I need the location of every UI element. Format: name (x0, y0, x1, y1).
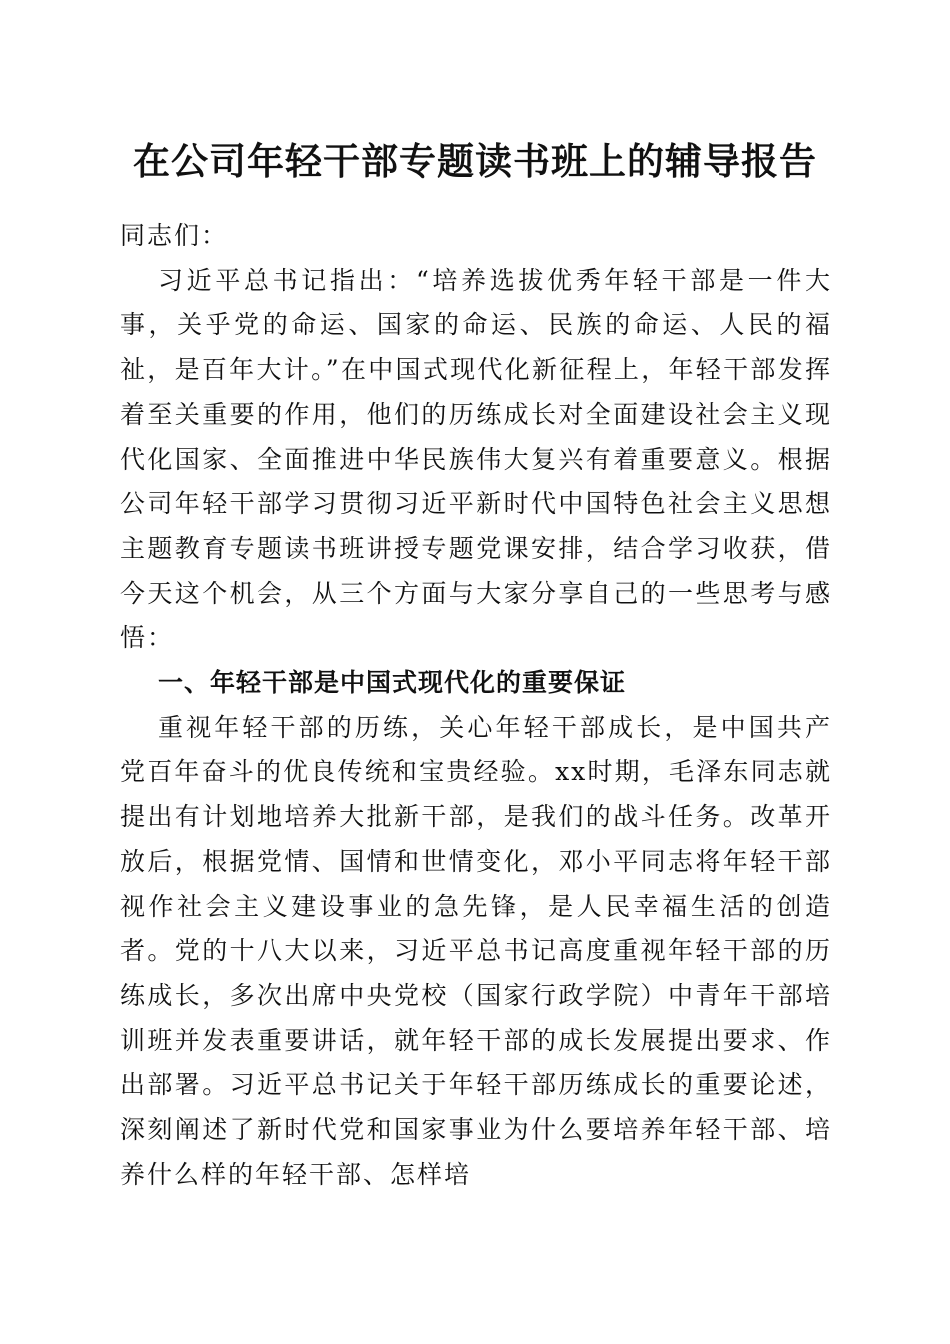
salutation: 同志们： (120, 221, 229, 250)
document-body (120, 214, 832, 1197)
section-paragraph: 重视年轻干部的历练，关心年轻干部成长，是中国共产党百年奋斗的优良传统和宝贵经验。xx时期，毛泽东同志就提出有计划地培养大批新干部，是我们的战斗任务。改革开放后，根据党情、国情和世情变化，邓小平同志将年轻干部视作社会主义建设事业的急先锋，是人民幸福生活的创造者。党的十八大以来，习近平总书记高度重视年轻干部的历练成长，多次出席中央党校（国家行政学院）中青年干部培训班并发表重要讲话，就年轻干部的成长发展提出要求、作出部署。习近平总书记关于年轻干部历练成长的重要论述，深刻阐述了新时代党和国家事业为什么要培养年轻干部、培养什么样的年轻干部、怎样培 (120, 712, 832, 1189)
intro-paragraph: 习近平总书记指出：“培养选拔优秀年轻干部是一件大事，关乎党的命运、国家的命运、民族的命运、人民的福祉，是百年大计。”在中国式现代化新征程上，年轻干部发挥着至关重要的作用，他们的历练成长对全面建设社会主义现代化国家、全面推进中华民族伟大复兴有着重要意义。根据公司年轻干部学习贯彻习近平新时代中国特色社会主义思想主题教育专题读书班讲授专题党课安排，结合学习收获，借今天这个机会，从三个方面与大家分享自己的一些思考与感悟： (120, 265, 832, 653)
section-heading: 一、年轻干部是中国式现代化的重要保证 (158, 668, 627, 698)
document-title: 在公司年轻干部专题读书班上的辅导报告 (133, 139, 817, 183)
